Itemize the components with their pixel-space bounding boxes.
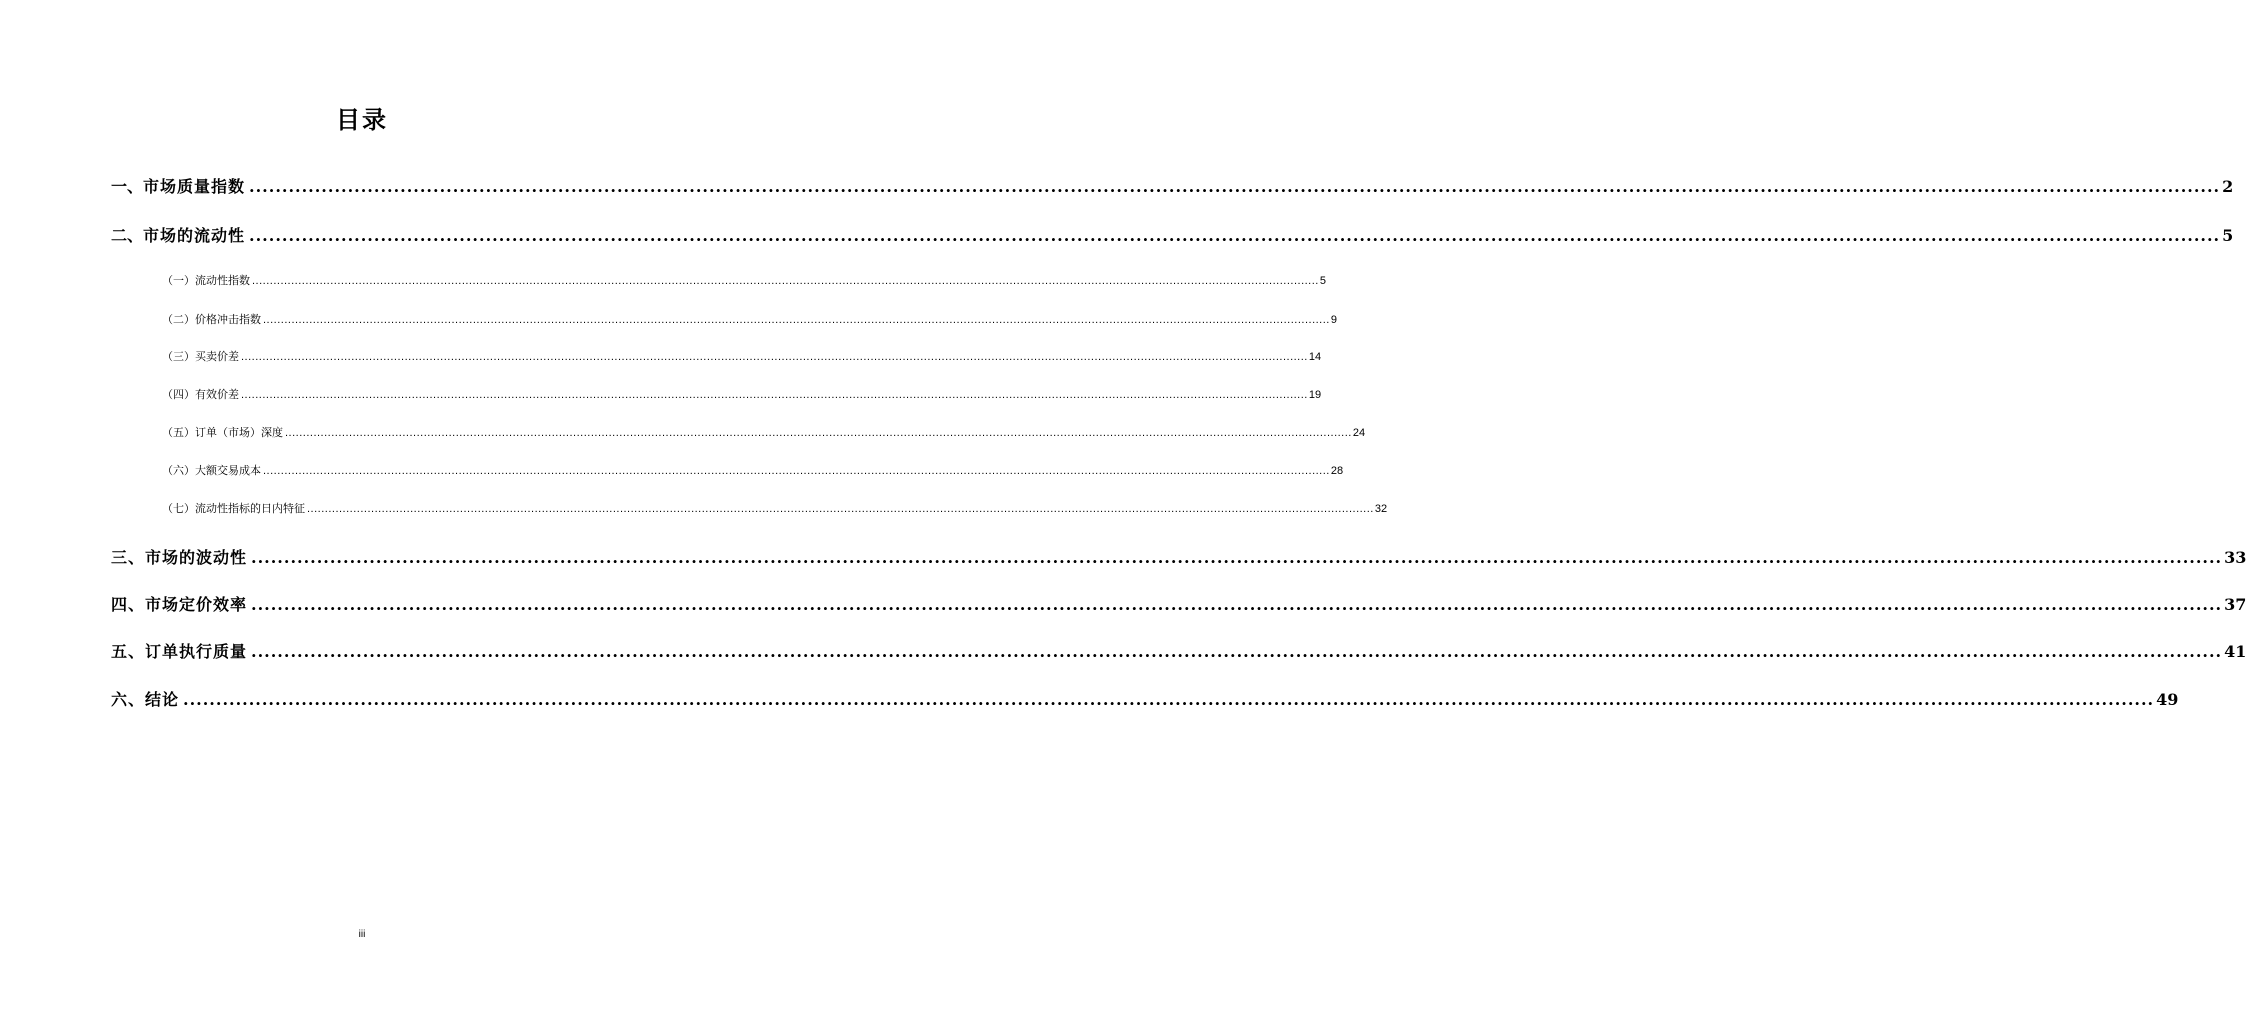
- toc-entry-page: 33: [2224, 548, 2246, 567]
- toc-subentry-6[interactable]: [162, 462, 1344, 478]
- toc-title: 目录: [336, 105, 388, 134]
- toc-subentry-label: （四）有效价差: [162, 389, 239, 401]
- toc-subentry-2[interactable]: [162, 311, 1337, 327]
- toc-subentry-4[interactable]: [162, 386, 1322, 402]
- toc-subentry-label: （一）流动性指数: [162, 275, 250, 287]
- dot-leader: ............................................................................................................................................................................................................................................................................................................: [285, 427, 1352, 439]
- toc-subentry-1[interactable]: [162, 272, 1326, 288]
- toc-entry-number: 一、: [111, 177, 144, 196]
- toc-entry-page: 5: [2222, 226, 2234, 245]
- dot-leader: ............................................................................................................................................................................................................................................................................................................: [249, 226, 2221, 245]
- toc-entry-6[interactable]: [111, 687, 2179, 710]
- toc-entry-5[interactable]: [111, 639, 2246, 662]
- toc-subentry-3[interactable]: [162, 348, 1322, 364]
- toc-entry-page: 41: [2224, 642, 2246, 661]
- toc-subentry-5[interactable]: [162, 424, 1366, 440]
- toc-entry-label: 四、市场定价效率: [111, 595, 248, 614]
- toc-subentry-page: 32: [1374, 503, 1388, 515]
- dot-leader: ............................................................................................................................................................................................................................................................................................................: [251, 642, 2223, 661]
- toc-entry-4[interactable]: [111, 592, 2246, 615]
- toc-subentry-label: （二）价格冲击指数: [162, 314, 261, 326]
- toc-entry-label: 市场的流动性: [143, 226, 246, 245]
- toc-entry-2[interactable]: [111, 223, 2234, 246]
- toc-entry-page: 49: [2156, 690, 2179, 709]
- toc-entry-label: 五、订单执行质量: [111, 642, 248, 661]
- dot-leader: ............................................................................................................................................................................................................................................................................................................: [183, 690, 2155, 709]
- toc-subentry-page: 28: [1330, 465, 1344, 477]
- dot-leader: ............................................................................................................................................................................................................................................................................................................: [263, 465, 1330, 477]
- dot-leader: ............................................................................................................................................................................................................................................................................................................: [307, 503, 1374, 515]
- toc-subentry-page: 9: [1330, 314, 1337, 326]
- toc-entry-page: 2: [2222, 177, 2234, 196]
- dot-leader: ............................................................................................................................................................................................................................................................................................................: [252, 275, 1319, 287]
- toc-subentry-page: 24: [1352, 427, 1366, 439]
- toc-subentry-label: （三）买卖价差: [162, 351, 239, 363]
- toc-subentry-page: 5: [1319, 275, 1326, 287]
- toc-entry-1[interactable]: [111, 174, 2234, 197]
- toc-entry-3[interactable]: [111, 545, 2246, 568]
- toc-subentry-label: （六）大额交易成本: [162, 465, 261, 477]
- toc-subentry-label: （五）订单（市场）深度: [162, 427, 283, 439]
- dot-leader: ............................................................................................................................................................................................................................................................................................................: [263, 314, 1330, 326]
- dot-leader: ............................................................................................................................................................................................................................................................................................................: [251, 595, 2223, 614]
- toc-entry-label: 六、结论: [111, 690, 180, 709]
- page-number-footer: iii: [358, 929, 366, 940]
- toc-entry-number: 二、: [111, 226, 144, 245]
- dot-leader: ............................................................................................................................................................................................................................................................................................................: [241, 389, 1308, 401]
- dot-leader: ............................................................................................................................................................................................................................................................................................................: [249, 177, 2221, 196]
- dot-leader: ............................................................................................................................................................................................................................................................................................................: [251, 548, 2223, 567]
- toc-subentry-7[interactable]: [162, 500, 1388, 516]
- toc-entry-label: 三、市场的波动性: [111, 548, 248, 567]
- toc-subentry-page: 14: [1308, 351, 1322, 363]
- toc-entry-label: 市场质量指数: [143, 177, 246, 196]
- toc-subentry-label: （七）流动性指标的日内特征: [162, 503, 305, 515]
- toc-subentry-page: 19: [1308, 389, 1322, 401]
- toc-entry-page: 37: [2224, 595, 2246, 614]
- dot-leader: ............................................................................................................................................................................................................................................................................................................: [241, 351, 1308, 363]
